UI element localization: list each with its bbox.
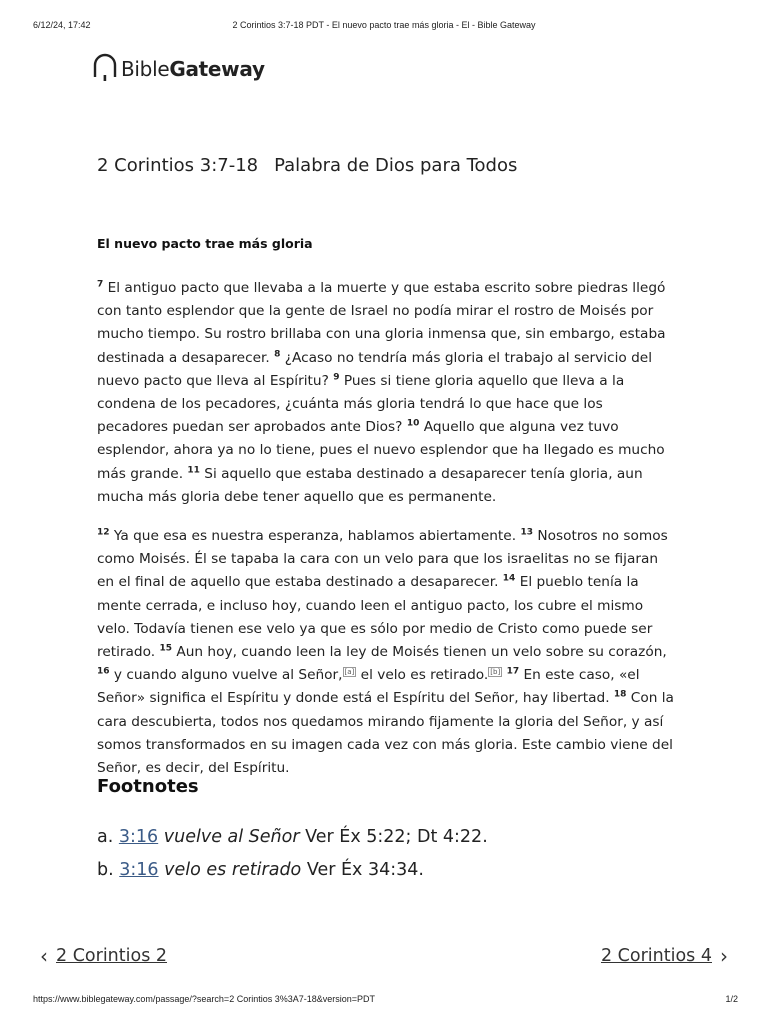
verse-text: Aquello que alguna vez tuvo esplendor, ahora ya no lo tiene, pues el nuevo esplendor que ha llegado es mucho más grande. xyxy=(97,419,665,482)
verse-text: Pues si tiene gloria aquello que lleva a la condena de los pecadores, ¿cuánta más gloria tendrá lo que hace que los pecadores puedan ser aprobados ante Dios? xyxy=(97,372,625,436)
print-footer xyxy=(0,994,768,1014)
section-heading: El nuevo pacto trae más gloria xyxy=(97,236,313,251)
footnote-note: Ver Éx 5:22; Dt 4:22. xyxy=(305,827,488,847)
print-header xyxy=(0,0,768,50)
verse-text: Nosotros no somos como Moisés. Él se tapaba la cara con un velo para que los israelitas no se fijaran en el final de aquello que estaba destinado a desaparecer. xyxy=(97,528,668,591)
passage-paragraph-1 xyxy=(97,277,675,509)
verse-text: Ya que esa es nuestra esperanza, hablamos abiertamente. xyxy=(113,528,517,544)
logo-text-regular: Bible xyxy=(121,57,170,81)
verse-number: 17 xyxy=(506,666,520,677)
verse-text: El pueblo tenía la mente cerrada, e incluso hoy, cuando leen el antiguo pacto, los cubre el mismo velo. Todavía tienen ese velo ya que es sólo por medio de Cristo como puede ser retirado. xyxy=(97,574,653,661)
verse-number: 16 xyxy=(97,666,110,677)
footnote-ref-link[interactable]: 3:16 xyxy=(118,827,159,847)
verse-text: El antiguo pacto que llevaba a la muerte y que estaba escrito sobre piedras llegó con tanto esplendor que la gente de Israel no podía mirar el rostro de Moisés por mucho tiempo. Su rostro brillaba con una gloria inmensa que, sin embargo, estaba destinada a desaparecer. xyxy=(97,280,666,366)
next-chapter-link[interactable] xyxy=(601,944,728,968)
verse-number: 10 xyxy=(406,418,420,429)
verse-text: y cuando alguno vuelve al Señor, xyxy=(113,667,343,684)
verse-number: 11 xyxy=(187,465,200,476)
bible-gateway-arch-icon xyxy=(92,53,118,85)
footnotes-list xyxy=(97,822,488,888)
passage-paragraph-2 xyxy=(97,525,675,780)
footnote-item xyxy=(97,822,488,855)
print-datetime: 6/12/24, 17:42 xyxy=(33,20,91,30)
verse-text: Con la cara descubierta, todos nos quedamos mirando fijamente la gloria del Señor, y así somos transformados en su imagen cada vez con más gloria. Este cambio viene del Señor, es decir, del Espíritu. xyxy=(97,690,674,777)
chevron-right-icon: › xyxy=(720,944,728,968)
footnote-phrase: vuelve al Señor xyxy=(163,827,300,847)
verse-text: Si aquello que estaba destinado a desaparecer tenía gloria, aun mucha más gloria debe tener aquello que es permanente. xyxy=(97,465,643,505)
footnote-link-a[interactable]: [a] xyxy=(344,667,355,676)
footnote-ref-link[interactable]: 3:16 xyxy=(119,860,159,880)
previous-chapter-link[interactable] xyxy=(40,944,167,968)
chevron-left-icon: ‹ xyxy=(40,944,48,968)
print-page-title: 2 Corintios 3:7-18 PDT - El nuevo pacto trae más gloria - El - Bible Gateway xyxy=(232,20,536,30)
passage-version: Palabra de Dios para Todos xyxy=(274,155,518,176)
verse-number: 12 xyxy=(97,527,110,538)
verse-number: 9 xyxy=(333,372,340,383)
verse-text: el velo es retirado. xyxy=(360,667,489,684)
print-url: https://www.biblegateway.com/passage/?search=2 Corintios 3%3A7-18&version=PDT xyxy=(33,994,376,1004)
verse-number: 13 xyxy=(520,527,533,538)
footnote-link-b[interactable]: [b] xyxy=(490,667,501,676)
footnote-item xyxy=(97,855,488,888)
verse-number: 8 xyxy=(274,349,281,360)
footnotes-heading: Footnotes xyxy=(97,776,199,797)
logo-text-bold: Gateway xyxy=(169,57,265,81)
passage-heading xyxy=(97,155,517,176)
verse-number: 15 xyxy=(159,643,172,654)
footnote-marker: a. xyxy=(97,827,114,847)
verse-number: 7 xyxy=(97,279,104,290)
print-page-number: 1/2 xyxy=(725,994,738,1004)
footnote-marker: b. xyxy=(97,860,114,880)
previous-chapter-label: 2 Corintios 2 xyxy=(56,946,168,966)
footnote-note: Ver Éx 34:34. xyxy=(306,860,424,880)
verse-number: 18 xyxy=(613,689,627,700)
verse-text: En este caso, «el Señor» significa el Espíritu y donde está el Espíritu del Señor, hay libertad. xyxy=(97,667,640,707)
verse-text: Aun hoy, cuando leen la ley de Moisés tienen un velo sobre su corazón, xyxy=(176,644,667,661)
bible-gateway-logo[interactable] xyxy=(92,52,265,86)
passage-reference: 2 Corintios 3:7-18 xyxy=(97,155,259,176)
verse-number: 14 xyxy=(502,573,516,584)
verse-text: ¿Acaso no tendría más gloria el trabajo al servicio del nuevo pacto que lleva al Espíritu? xyxy=(97,349,653,389)
footnote-phrase: velo es retirado xyxy=(164,860,302,880)
logo-wordmark xyxy=(121,57,265,81)
next-chapter-label: 2 Corintios 4 xyxy=(600,946,712,966)
